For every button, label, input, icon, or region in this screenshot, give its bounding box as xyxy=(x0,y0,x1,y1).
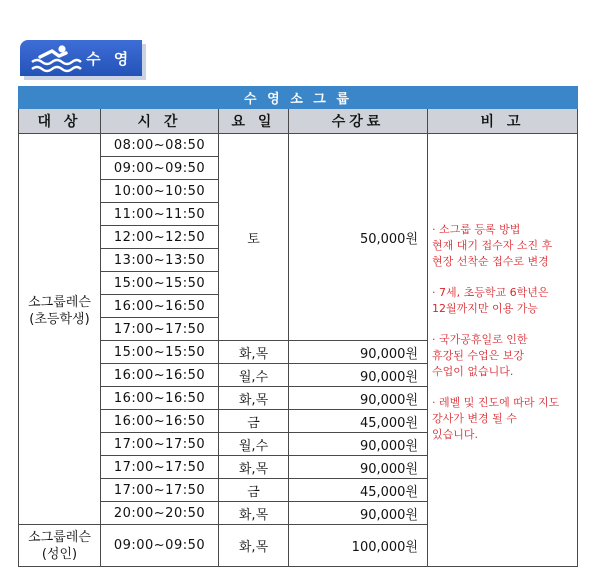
day-cell: 화,목 xyxy=(219,456,289,479)
time-cell: 17:00~17:50 xyxy=(101,479,219,502)
fee-cell: 100,000원 xyxy=(289,525,428,567)
time-cell: 13:00~13:50 xyxy=(101,249,219,272)
time-cell: 16:00~16:50 xyxy=(101,295,219,318)
time-cell: 20:00~20:50 xyxy=(101,502,219,525)
fee-cell-saturday: 50,000원 xyxy=(289,134,428,341)
note-instructor: · 레벨 및 진도에 따라 지도 강사가 변경 될 수 있습니다. xyxy=(432,396,560,441)
column-header-fee: 수강료 xyxy=(289,109,428,134)
column-header-target: 대 상 xyxy=(19,109,101,134)
section-title: 수 영 xyxy=(86,49,133,68)
fee-cell: 45,000원 xyxy=(289,410,428,433)
column-header-time: 시 간 xyxy=(101,109,219,134)
day-cell: 화,목 xyxy=(219,502,289,525)
column-header-day: 요 일 xyxy=(219,109,289,134)
time-cell: 09:00~09:50 xyxy=(101,525,219,567)
day-cell: 화,목 xyxy=(219,341,289,364)
swim-schedule-table xyxy=(18,86,578,567)
time-cell: 15:00~15:50 xyxy=(101,341,219,364)
time-cell: 10:00~10:50 xyxy=(101,180,219,203)
note-age-limit: · 7세, 초등학교 6학년은 12월까지만 이용 가능 xyxy=(432,286,549,315)
time-cell: 17:00~17:50 xyxy=(101,433,219,456)
note-holiday: · 국가공휴일로 인한 휴강된 수업은 보강 수업이 없습니다. xyxy=(432,333,528,378)
time-cell: 08:00~08:50 xyxy=(101,134,219,157)
column-header-note: 비 고 xyxy=(428,109,578,134)
time-cell: 11:00~11:50 xyxy=(101,203,219,226)
time-cell: 17:00~17:50 xyxy=(101,318,219,341)
swimmer-icon xyxy=(28,42,82,74)
category-child xyxy=(19,134,101,525)
note-registration: · 소그룹 등록 방법 현재 대기 접수자 소진 후 현장 선착순 접수로 변경 xyxy=(432,223,553,268)
day-cell: 화,목 xyxy=(219,525,289,567)
fee-cell: 90,000원 xyxy=(289,387,428,410)
day-cell: 월,수 xyxy=(219,364,289,387)
day-cell-saturday: 토 xyxy=(219,134,289,341)
category-adult-line1: 소그룹레슨 xyxy=(28,529,91,545)
day-cell: 금 xyxy=(219,410,289,433)
fee-cell: 90,000원 xyxy=(289,502,428,525)
time-cell: 16:00~16:50 xyxy=(101,387,219,410)
table-caption: 수 영 소 그 룹 xyxy=(19,87,578,109)
fee-cell: 90,000원 xyxy=(289,364,428,387)
day-cell: 화,목 xyxy=(219,387,289,410)
time-cell: 16:00~16:50 xyxy=(101,410,219,433)
day-cell: 금 xyxy=(219,479,289,502)
fee-cell: 90,000원 xyxy=(289,433,428,456)
day-cell: 월,수 xyxy=(219,433,289,456)
fee-cell: 90,000원 xyxy=(289,456,428,479)
time-cell: 16:00~16:50 xyxy=(101,364,219,387)
notes-cell xyxy=(428,134,578,567)
category-child-line1: 소그룹레슨 xyxy=(28,295,91,310)
time-cell: 09:00~09:50 xyxy=(101,157,219,180)
time-cell: 17:00~17:50 xyxy=(101,456,219,479)
section-badge xyxy=(20,40,142,76)
fee-cell: 90,000원 xyxy=(289,341,428,364)
category-adult xyxy=(19,525,101,567)
time-cell: 15:00~15:50 xyxy=(101,272,219,295)
time-cell: 12:00~12:50 xyxy=(101,226,219,249)
category-child-line2: (초등학생) xyxy=(29,312,90,327)
category-adult-line2: (성인) xyxy=(41,546,78,562)
fee-cell: 45,000원 xyxy=(289,479,428,502)
